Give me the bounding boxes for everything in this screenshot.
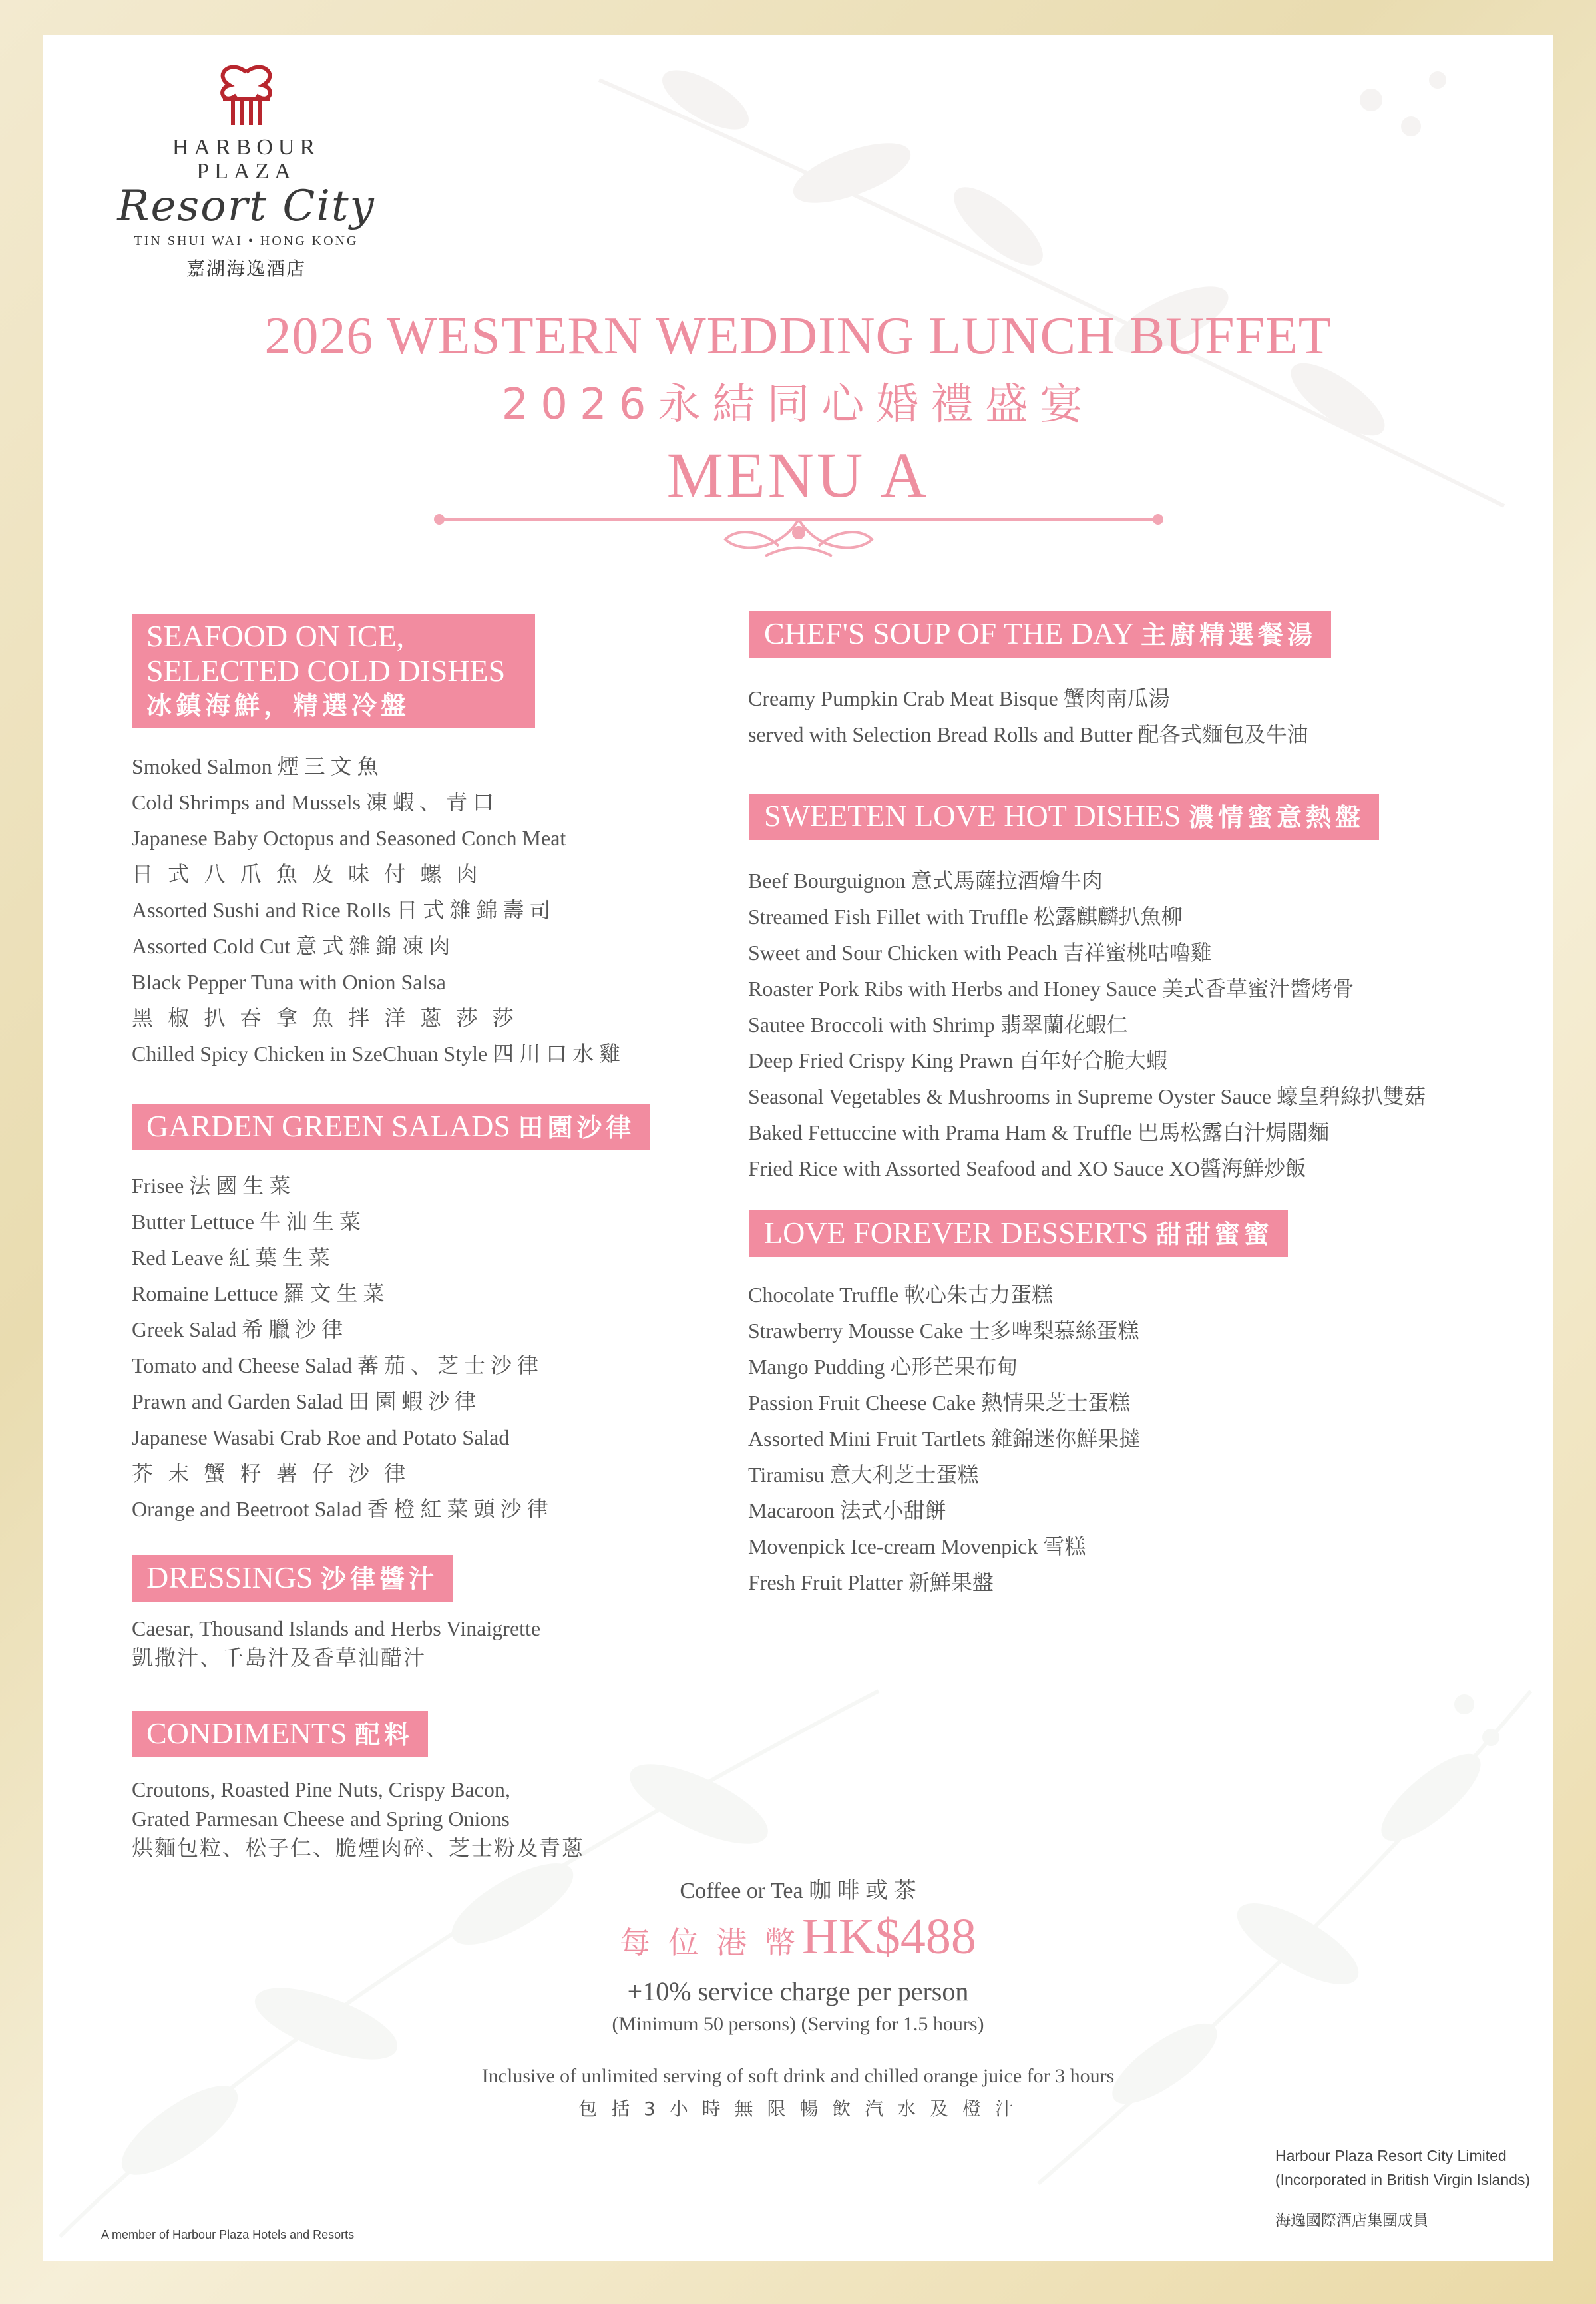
logo-harbour: HARBOUR <box>172 135 321 160</box>
group-member-chinese: 海逸國際酒店集團成員 <box>1275 2212 1428 2229</box>
service-charge: +10% service charge per person <box>627 1976 969 2006</box>
list-item: Japanese Wasabi Crab Roe and Potato Salad <box>132 1425 510 1449</box>
soup-heading: CHEF'S SOUP OF THE DAY <box>764 616 1133 650</box>
list-item: 日 式 八 爪 魚 及 味 付 螺 肉 <box>132 861 482 887</box>
section-header-desserts <box>749 1210 1288 1257</box>
salad-items <box>132 1168 548 1527</box>
section-header-soup <box>749 611 1331 658</box>
list-item: 黑 椒 扒 吞 拿 魚 拌 洋 蔥 莎 莎 <box>132 1005 518 1031</box>
hot-dishes-heading-chinese: 濃情蜜意熱盤 <box>1188 803 1364 832</box>
list-item: Streamed Fish Fillet with Truffle 松露麒麟扒魚柳 <box>748 905 1183 929</box>
list-item: Fresh Fruit Platter 新鮮果盤 <box>748 1570 994 1594</box>
logo-location: TIN SHUI WAI • HONG KONG <box>134 234 359 248</box>
condiments-heading-chinese: 配料 <box>355 1720 414 1749</box>
salads-heading-chinese: 田園沙律 <box>518 1113 636 1142</box>
list-item: Movenpick Ice-cream Movenpick 雪糕 <box>748 1534 1086 1558</box>
list-item: Sweet and Sour Chicken with Peach 吉祥蜜桃咕嚕雞 <box>748 941 1212 965</box>
list-item: Chilled Spicy Chicken in SzeChuan Style 四 川 口 水 雞 <box>132 1042 621 1066</box>
desserts-heading-chinese: 甜甜蜜蜜 <box>1155 1220 1273 1249</box>
list-item: Orange and Beetroot Salad 香 橙 紅 菜 頭 沙 律 <box>132 1497 548 1521</box>
section-header-salads <box>132 1104 650 1150</box>
list-item: Tiramisu 意大利芝士蛋糕 <box>748 1463 979 1487</box>
list-item: Greek Salad 希 臘 沙 律 <box>132 1317 343 1341</box>
list-item: Seasonal Vegetables & Mushrooms in Supreme Oyster Sauce 蠔皇碧綠扒雙菇 <box>748 1084 1426 1108</box>
dressings-heading-chinese: 沙律醬汁 <box>321 1564 439 1594</box>
list-item: Assorted Sushi and Rice Rolls 日 式 雜 錦 壽 司 <box>132 898 551 922</box>
minimum-persons: (Minimum 50 persons) (Serving for 1.5 hours) <box>612 2013 984 2035</box>
coffee-or-tea: Coffee or Tea 咖 啡 或 茶 <box>680 1879 916 1903</box>
list-item: Tomato and Cheese Salad 蕃 茄 、 芝 士 沙 律 <box>132 1353 539 1377</box>
list-item: Caesar, Thousand Islands and Herbs Vinaigrette <box>132 1616 541 1640</box>
dressing-items <box>132 1614 540 1672</box>
logo-chinese-name: 嘉湖海逸酒店 <box>186 258 306 280</box>
dressings-heading: DRESSINGS <box>146 1560 313 1594</box>
list-item: 凱撒汁、千島汁及香草油醋汁 <box>132 1645 427 1670</box>
list-item: Mango Pudding 心形芒果布甸 <box>748 1355 1018 1379</box>
list-item: Baked Fettuccine with Prama Ham & Truffle 巴馬松露白汁焗闊麵 <box>748 1120 1330 1144</box>
menu-title: MENU A <box>666 439 930 511</box>
company-info <box>1275 2144 1530 2233</box>
list-item: Romaine Lettuce 羅 文 生 菜 <box>132 1281 385 1305</box>
list-item: Creamy Pumpkin Crab Meat Bisque 蟹肉南瓜湯 <box>748 686 1170 710</box>
list-item: 烘麵包粒、松子仁、脆煙肉碎、芝士粉及青蔥 <box>132 1835 585 1861</box>
list-item: Sautee Broccoli with Shrimp 翡翠蘭花蝦仁 <box>748 1013 1128 1037</box>
list-item: Butter Lettuce 牛 油 生 菜 <box>132 1210 361 1234</box>
list-item: Croutons, Roasted Pine Nuts, Crispy Bacon, <box>132 1777 510 1801</box>
list-item: Prawn and Garden Salad 田 園 蝦 沙 律 <box>132 1389 477 1413</box>
page-title-chinese: 2026永結同心婚禮盛宴 <box>501 380 1095 429</box>
desserts-heading: LOVE FOREVER DESSERTS <box>764 1216 1149 1250</box>
price-line <box>0 1908 1596 1966</box>
condiments-heading: CONDIMENTS <box>146 1716 347 1750</box>
list-item: Japanese Baby Octopus and Seasoned Conch Meat <box>132 826 566 850</box>
list-item: Roaster Pork Ribs with Herbs and Honey Sauce 美式香草蜜汁醬烤骨 <box>748 977 1354 1001</box>
price-chinese: 每 位 港 幣 <box>620 1925 800 1960</box>
seafood-heading-chinese: 冰鎮海鮮，精選冷盤 <box>146 691 411 720</box>
member-note: A member of Harbour Plaza Hotels and Resorts <box>101 2228 355 2241</box>
list-item: Frisee 法 國 生 菜 <box>132 1174 291 1198</box>
list-item: served with Selection Bread Rolls and Butter 配各式麵包及牛油 <box>748 722 1308 746</box>
list-item: 芥 末 蟹 籽 薯 仔 沙 律 <box>132 1461 410 1486</box>
logo-resort-city: Resort City <box>117 182 375 231</box>
list-item: Assorted Cold Cut 意 式 雜 錦 凍 肉 <box>132 934 451 958</box>
inclusive-chinese: 包 括 3 小 時 無 限 暢 飲 汽 水 及 橙 汁 <box>578 2098 1018 2120</box>
list-item: Macaroon 法式小甜餅 <box>748 1498 946 1522</box>
list-item: Assorted Mini Fruit Tartlets 雜錦迷你鮮果撻 <box>748 1427 1141 1451</box>
list-item: Fried Rice with Assorted Seafood and XO Sauce XO醬海鮮炒飯 <box>748 1156 1306 1180</box>
list-item: Beef Bourguignon 意式馬薩拉酒燴牛肉 <box>748 869 1103 893</box>
company-name: Harbour Plaza Resort City Limited <box>1275 2147 1507 2164</box>
ornament-divider-icon <box>433 499 1165 566</box>
condiment-items <box>132 1775 584 1863</box>
price-amount: HK$488 <box>802 1909 976 1964</box>
list-item: Cold Shrimps and Mussels 凍 蝦 、 青 口 <box>132 790 495 814</box>
list-item: Smoked Salmon 煙 三 文 魚 <box>132 754 379 778</box>
seafood-heading-line1: SEAFOOD ON ICE, <box>146 619 405 653</box>
hotel-logo-icon <box>203 59 290 132</box>
section-header-hot-dishes <box>749 794 1379 840</box>
section-header-dressings <box>132 1555 453 1602</box>
hotel-logo <box>113 59 379 281</box>
logo-plaza: PLAZA <box>196 159 296 184</box>
hot-dish-items <box>748 863 1426 1186</box>
salads-heading: GARDEN GREEN SALADS <box>146 1109 510 1143</box>
soup-heading-chinese: 主廚精選餐湯 <box>1140 620 1316 650</box>
dessert-items <box>748 1277 1140 1600</box>
list-item: Chocolate Truffle 軟心朱古力蛋糕 <box>748 1283 1054 1307</box>
list-item: Grated Parmesan Cheese and Spring Onions <box>132 1807 510 1831</box>
inclusive-english: Inclusive of unlimited serving of soft drink and chilled orange juice for 3 hours <box>481 2065 1115 2087</box>
list-item: Deep Fried Crispy King Prawn 百年好合脆大蝦 <box>748 1048 1168 1072</box>
section-header-seafood <box>132 614 535 728</box>
list-item: Passion Fruit Cheese Cake 熱情果芝士蛋糕 <box>748 1391 1131 1415</box>
list-item: Red Leave 紅 葉 生 菜 <box>132 1246 330 1269</box>
list-item: Black Pepper Tuna with Onion Salsa <box>132 970 446 994</box>
section-header-condiments <box>132 1711 428 1757</box>
soup-items <box>748 680 1308 752</box>
hot-dishes-heading: SWEETEN LOVE HOT DISHES <box>764 799 1181 833</box>
company-incorporation: (Incorporated in British Virgin Islands) <box>1275 2171 1531 2188</box>
page-title: 2026 WESTERN WEDDING LUNCH BUFFET <box>264 307 1332 365</box>
seafood-heading-line2: SELECTED COLD DISHES <box>146 654 506 688</box>
seafood-items <box>132 748 620 1072</box>
list-item: Strawberry Mousse Cake 士多啤梨慕絲蛋糕 <box>748 1319 1139 1343</box>
